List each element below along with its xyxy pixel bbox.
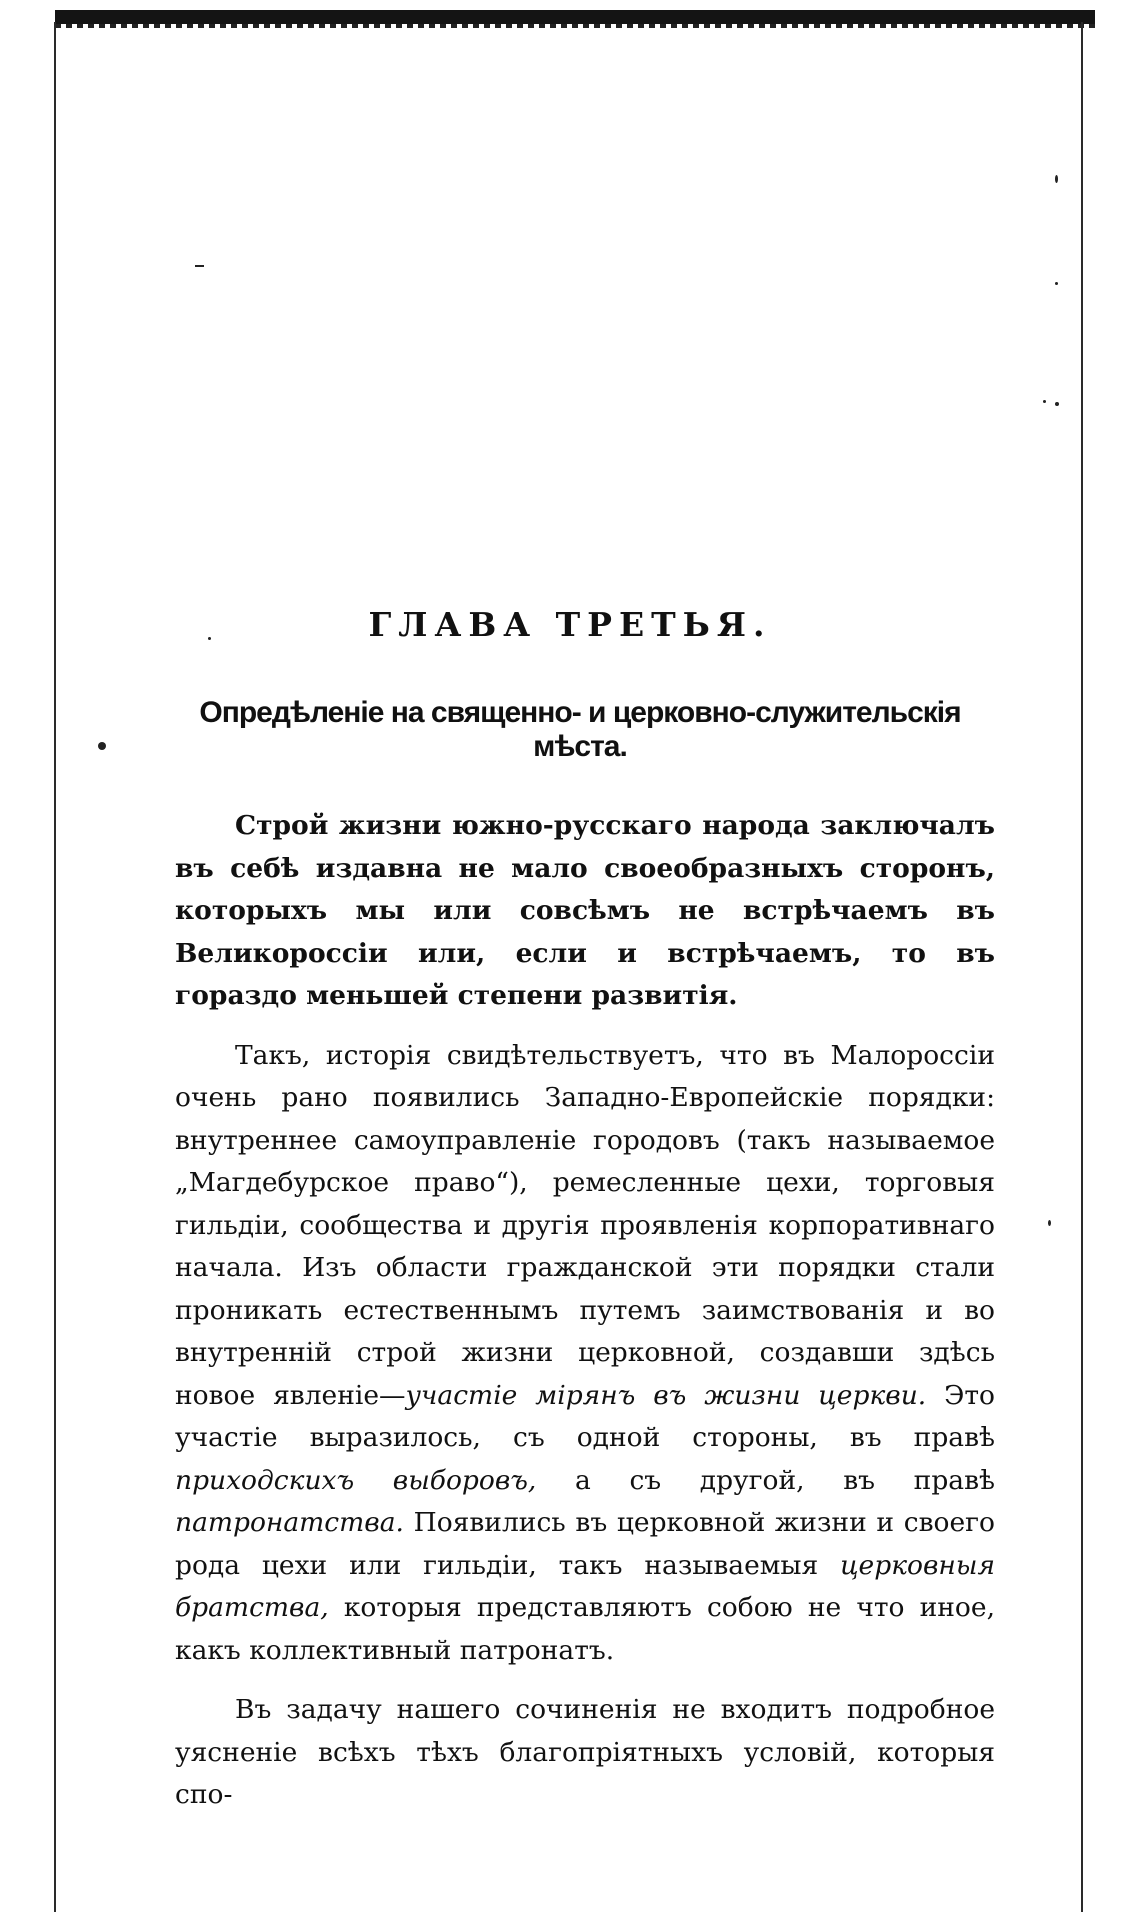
paragraph-2-text: а съ другой, въ правѣ	[536, 1464, 995, 1496]
scan-speck	[195, 265, 204, 267]
chapter-subtitle: Опредѣленіе на священно- и церковно-служительскія мѣста.	[199, 696, 961, 763]
scan-speck	[98, 742, 106, 750]
scan-speck	[1055, 175, 1058, 183]
top-border-rule	[55, 10, 1095, 24]
scan-speck	[1055, 402, 1059, 406]
chapter-title: ГЛАВА ТРЕТЬЯ.	[368, 605, 772, 644]
scan-speck	[1055, 282, 1058, 285]
scan-speck	[1048, 1220, 1051, 1226]
left-page-edge	[54, 22, 56, 1912]
paragraph-2-text: Появились въ церковной жизни и своего рода цехи или гильдіи, такъ называемыя	[175, 1507, 995, 1581]
emphasis-church-brotherhoods: церковныя братства,	[175, 1549, 995, 1623]
paragraph-3: Въ задачу нашего сочиненія не входитъ подробное уясненіе всѣхъ тѣхъ благопріятныхъ условій, которыя спо-	[175, 1694, 995, 1810]
paragraph-2-text: Это участіе выразилось, съ одной стороны, въ правѣ	[175, 1379, 995, 1453]
paragraph-2-text: Такъ, исторія свидѣтельствуетъ, что въ Малороссіи очень рано появились Западно-Европейскіе порядки: внутреннее самоуправленіе городовъ (такъ называемое „Магдебурское право“), ремесленные цехи, торговыя гильдіи, сообщества и другія проявленія корпоративнаго начала. Изъ области гражданской эти порядки стали проникать естественнымъ путемъ заимствованія и во внутренній строй жизни церковной, создавши здѣсь новое явленіе—	[175, 1039, 995, 1411]
right-page-edge	[1081, 22, 1083, 1912]
paragraph-1: Строй жизни южно-русскаго народа заключалъ въ себѣ издавна не мало своеобразныхъ сторонъ, которыхъ мы или совсѣмъ не встрѣчаемъ въ Великороссіи или, если и встрѣчаемъ, то въ гораздо меньшей степени развитія.	[175, 810, 995, 1011]
paragraph-2	[175, 1035, 995, 1673]
paragraph-2-text: которыя представляютъ собою не что иное, какъ коллективный патронатъ.	[175, 1592, 995, 1666]
emphasis-patronage: патронатства.	[175, 1507, 404, 1538]
emphasis-laity-participation: участіе мірянъ въ жизни церкви.	[405, 1379, 927, 1411]
scan-speck	[1043, 400, 1046, 403]
emphasis-parish-elections: приходскихъ выборовъ,	[175, 1464, 537, 1496]
body-text	[175, 805, 995, 1834]
